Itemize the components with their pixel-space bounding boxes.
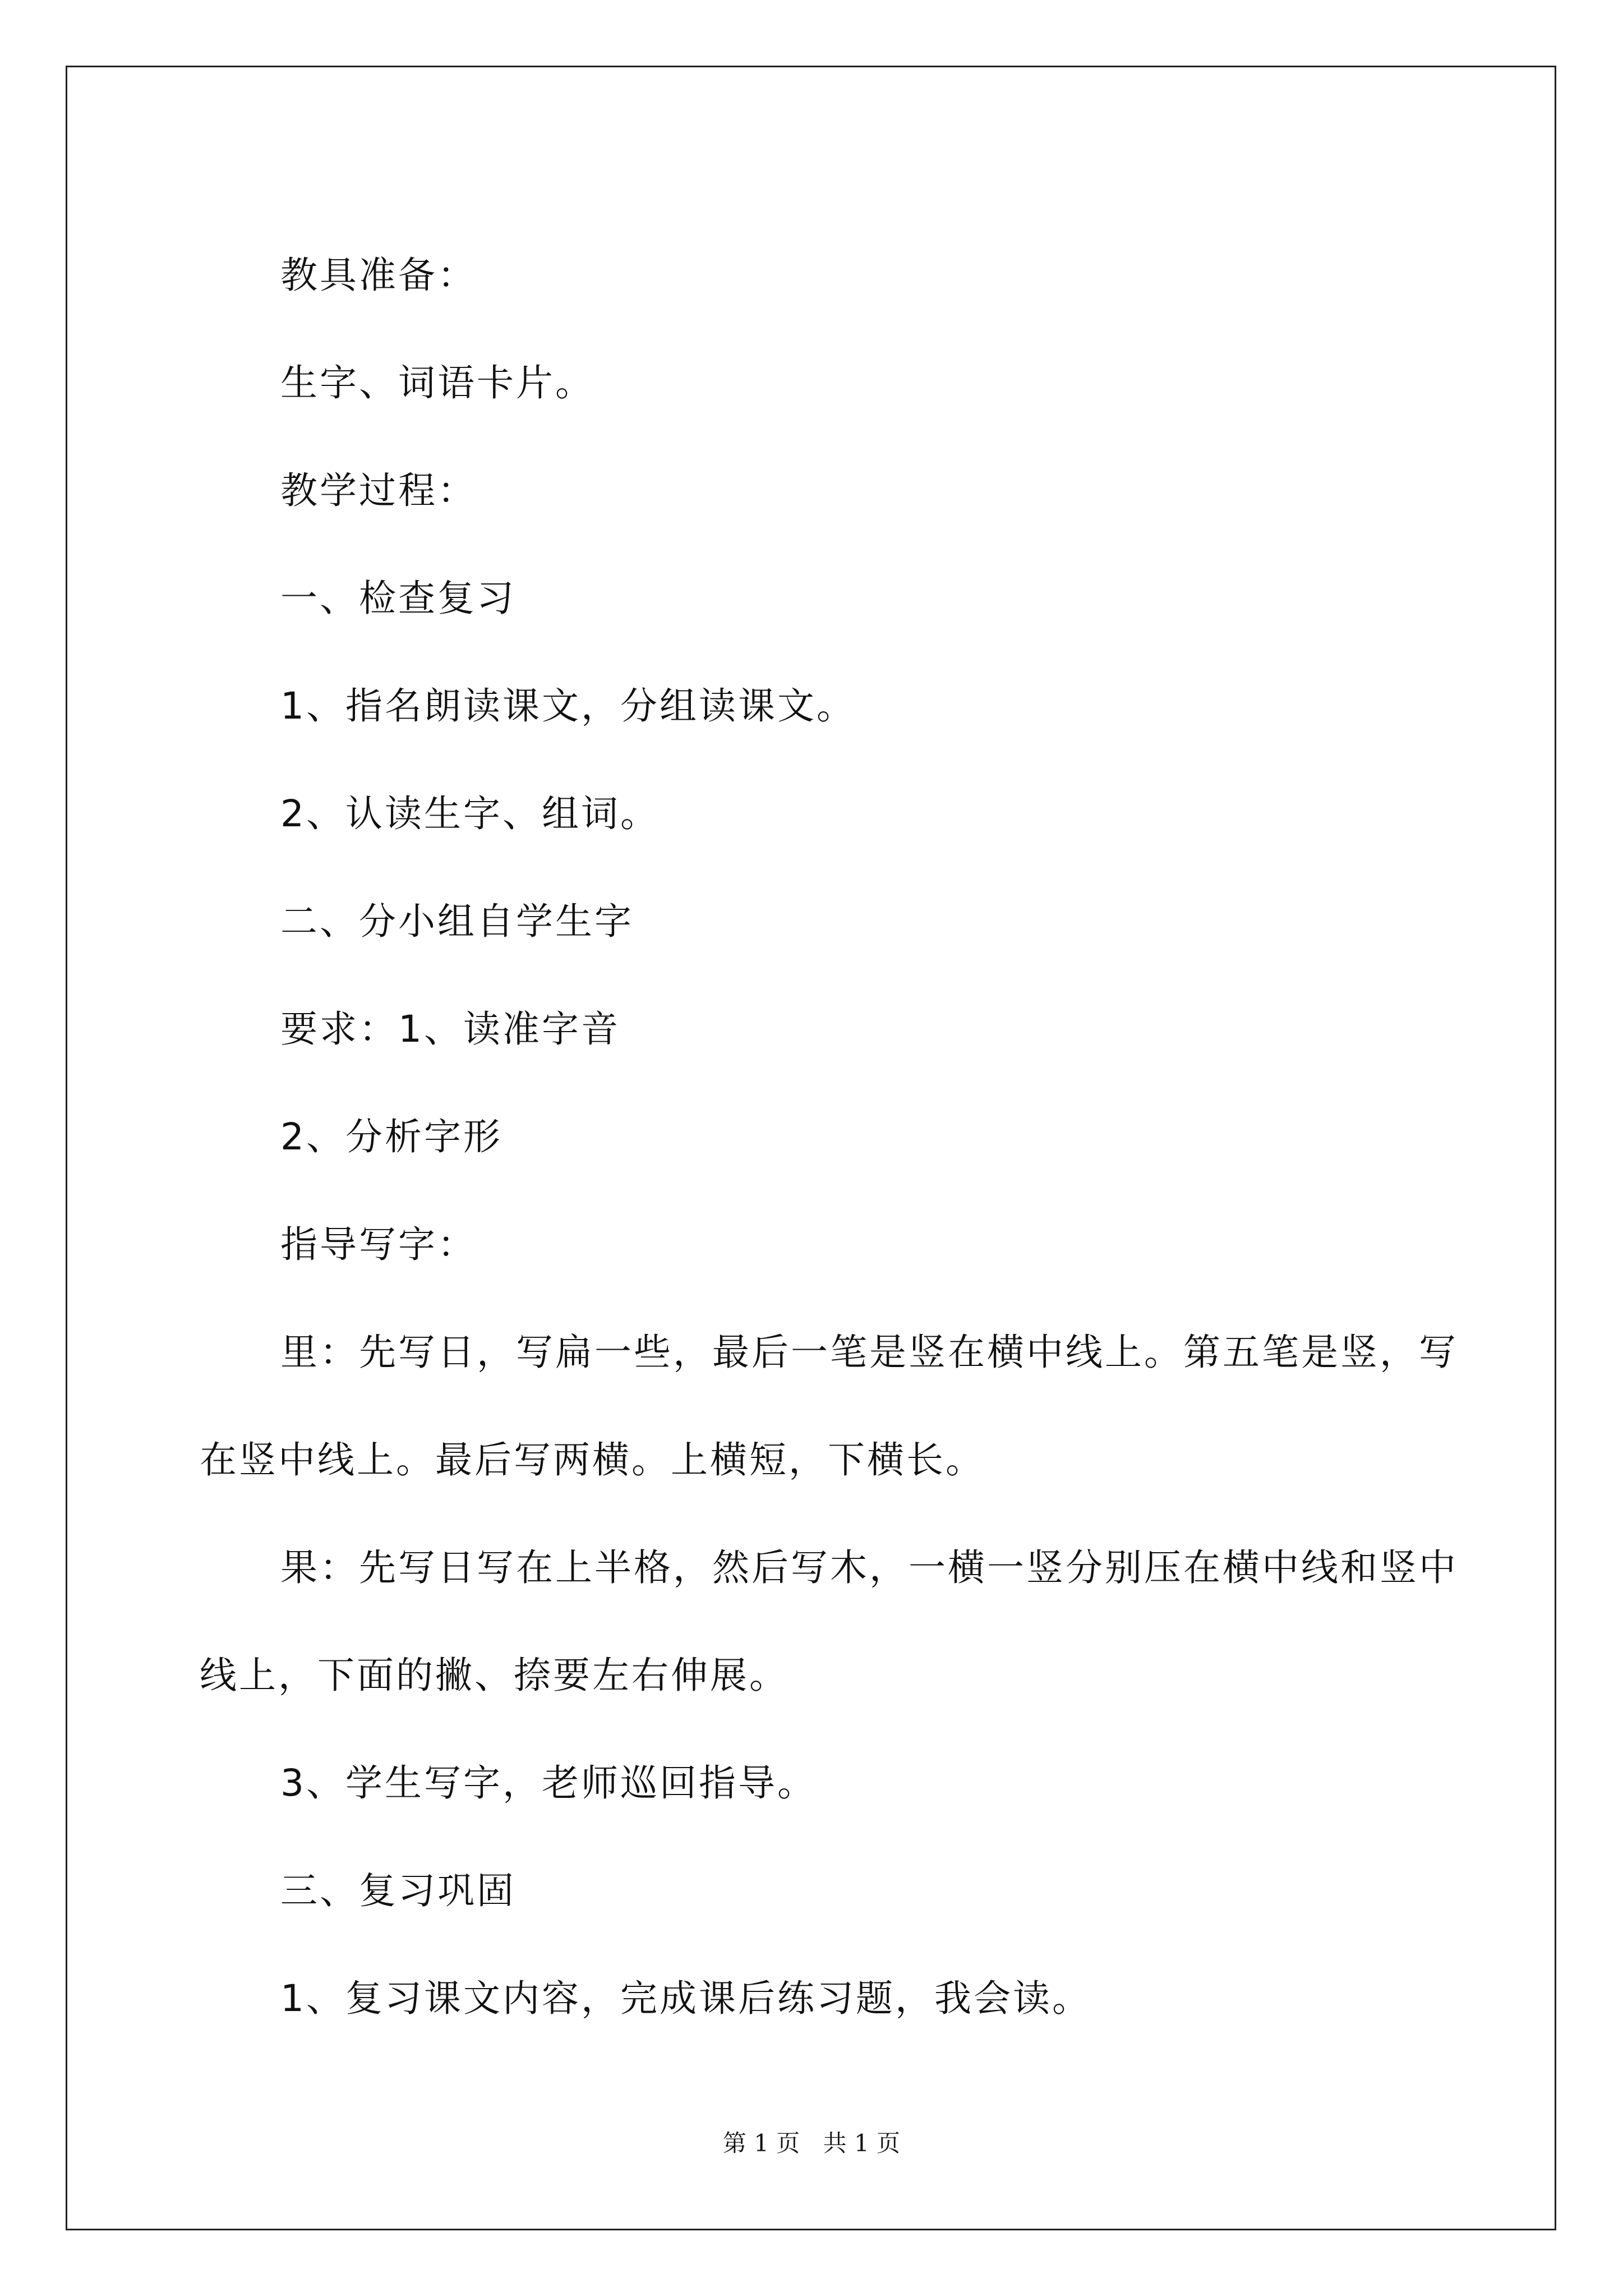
paragraph-item: 3、学生写字，老师巡回指导。 (280, 1761, 817, 1805)
paragraph-writing-guo: 果：先写日写在上半格，然后写木，一横一竖分别压在横中线和竖中线上，下面的撇、捺要左右伸展。 (200, 1546, 1458, 1697)
paragraph-item: 2、分析字形 (280, 1115, 502, 1158)
paragraph-teaching-aids: 生字、词语卡片。 (280, 361, 594, 404)
page-number: 第 1 页 (722, 2129, 800, 2157)
paragraph-teaching-aids-heading: 教具准备： (280, 254, 477, 297)
paragraph-item: 要求：1、读准字音 (280, 1007, 620, 1051)
page-total: 共 1 页 (823, 2129, 901, 2157)
paragraph-item: 1、指名朗读课文，分组读课文。 (280, 684, 856, 728)
document-body (200, 222, 1484, 2053)
page-footer (0, 2125, 1623, 2159)
paragraph-section-1: 一、检查复习 (280, 577, 516, 620)
paragraph-item: 1、复习课文内容，完成课后练习题，我会读。 (280, 1977, 1091, 2020)
paragraph-writing-heading: 指导写字： (280, 1223, 477, 1266)
paragraph-writing-li: 里：先写日，写扁一些，最后一笔是竖在横中线上。第五笔是竖，写在竖中线上。最后写两横。上横短，下横长。 (200, 1331, 1458, 1481)
paragraph-section-2: 二、分小组自学生字 (280, 900, 634, 943)
paragraph-process-heading: 教学过程： (280, 469, 477, 512)
paragraph-item: 2、认读生字、组词。 (280, 792, 660, 835)
paragraph-section-3: 三、复习巩固 (280, 1869, 516, 1912)
